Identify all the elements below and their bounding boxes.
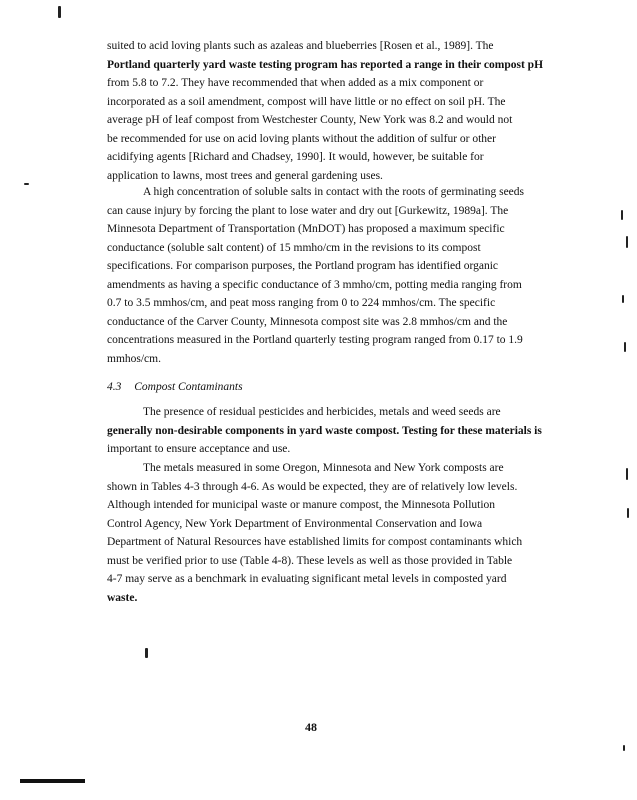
text-line: must be verified prior to use (Table 4-8). These levels as well as those provided in Table [107, 554, 513, 567]
text-line: Minnesota Department of Transportation (MnDOT) has proposed a maximum specific [107, 223, 505, 235]
section-heading [107, 381, 243, 393]
text-line: Portland quarterly yard waste testing program has reported a range in their compost pH [107, 58, 544, 71]
page-number: 48 [305, 720, 317, 734]
text-line: waste. [107, 591, 138, 604]
text-line: 0.7 to 3.5 mmhos/cm, and peat moss ranging from 0 to 224 mmhos/cm. The specific [107, 297, 496, 309]
text-line: acidifying agents [Richard and Chadsey, 1990]. It would, however, be suitable for [107, 151, 484, 163]
text-line: shown in Tables 4-3 through 4-6. As would be expected, they are of relatively low levels. [107, 480, 518, 493]
scan-speck-right-3 [622, 295, 624, 303]
paragraph-block-1 [107, 37, 547, 185]
paragraph-block-4 [107, 459, 547, 607]
text-line: The metals measured in some Oregon, Minnesota and New York composts are [143, 462, 504, 474]
text-line: The presence of residual pesticides and herbicides, metals and weed seeds are [143, 406, 501, 418]
text-line: incorporated as a soil amendment, compost will have little or no effect on soil pH. The [107, 95, 506, 108]
section-number: 4.3 [107, 381, 122, 393]
scan-speck-right-2 [626, 236, 628, 248]
text-line: conductance (soluble salt content) of 15 mmho/cm in the revisions to its compost [107, 241, 481, 254]
text-line: important to ensure acceptance and use. [107, 443, 291, 455]
text-line: Department of Natural Resources have established limits for compost contaminants which [107, 536, 523, 548]
text-line: from 5.8 to 7.2. They have recommended that when added as a mix component or [107, 77, 484, 89]
text-line: application to lawns, most trees and general gardening uses. [107, 169, 383, 182]
text-line: suited to acid loving plants such as azaleas and blueberries [Rosen et al., 1989]. The [107, 40, 494, 52]
scan-speck-right-4 [624, 342, 626, 352]
scan-speck-left [24, 183, 29, 185]
text-line: generally non-desirable components in yard waste compost. Testing for these materials is [107, 424, 542, 437]
scan-speck-right-5 [626, 468, 628, 480]
scan-speck-mid [145, 648, 148, 658]
paragraph-block-3 [107, 403, 547, 459]
scan-speck-top-left [58, 6, 61, 18]
scan-speck-right-bottom [623, 745, 625, 751]
scan-speck-right-1 [621, 210, 623, 220]
text-line: conductance of the Carver County, Minnesota compost site was 2.8 mmhos/cm and the [107, 315, 508, 328]
text-line: Although intended for municipal waste or manure compost, the Minnesota Pollution [107, 499, 496, 511]
text-line: specifications. For comparison purposes, the Portland program has identified organic [107, 260, 499, 272]
text-line: mmhos/cm. [107, 352, 161, 365]
text-line: Control Agency, New York Department of Environmental Conservation and Iowa [107, 517, 483, 530]
text-line: concentrations measured in the Portland quarterly testing program ranged from 0.17 to 1.9 [107, 334, 523, 346]
text-line: average pH of leaf compost from Westchester County, New York was 8.2 and would not [107, 114, 513, 126]
scan-bar-bottom-left [20, 779, 85, 783]
text-line: A high concentration of soluble salts in contact with the roots of germinating seeds [143, 186, 525, 198]
section-title: Compost Contaminants [134, 381, 243, 393]
text-line: can cause injury by forcing the plant to lose water and dry out [Gurkewitz, 1989a]. The [107, 204, 509, 217]
text-line: amendments as having a specific conductance of 3 mmho/cm, potting media ranging from [107, 278, 522, 291]
scan-speck-right-6 [627, 508, 629, 518]
text-line: 4-7 may serve as a benchmark in evaluating significant metal levels in composted yard [107, 573, 507, 585]
text-line: be recommended for use on acid loving plants without the addition of sulfur or other [107, 132, 496, 145]
paragraph-block-2 [107, 183, 547, 368]
